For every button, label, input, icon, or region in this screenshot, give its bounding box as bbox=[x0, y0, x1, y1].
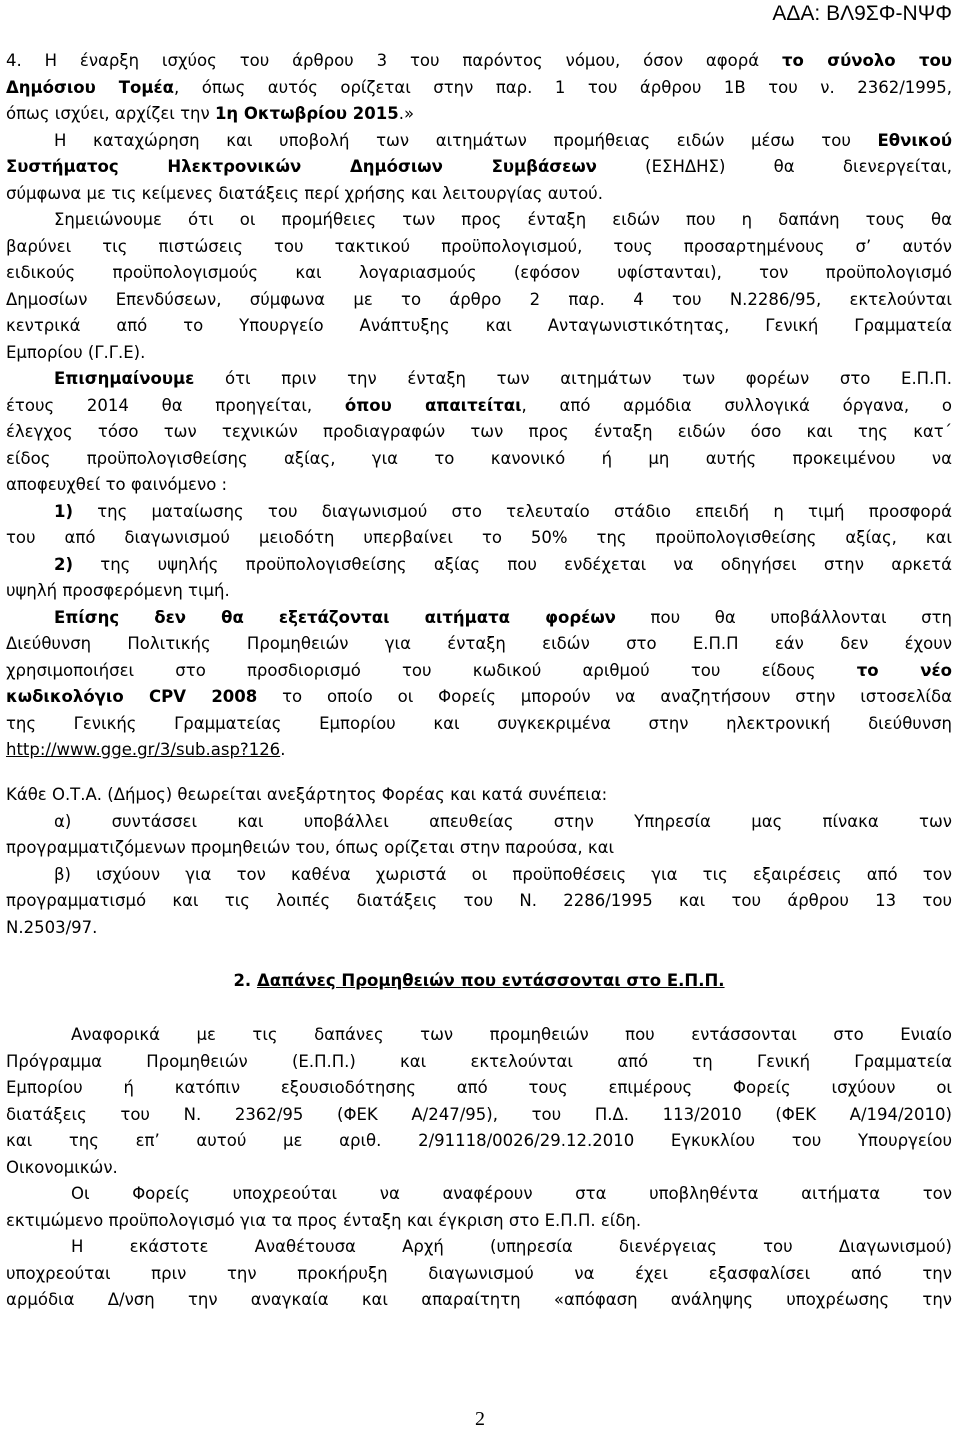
text: της υψηλής προϋπολογισθείσης αξίας που ενδέχεται να οδηγήσει στην αρκετά bbox=[73, 554, 952, 574]
paragraph-cpv-line bbox=[6, 711, 952, 738]
text: Δημοσίων Επενδύσεων, σύμφωνα με το άρθρο 2 παρ. 4 του Ν.2286/95, εκτελούνται bbox=[6, 289, 952, 309]
text: Η εκάστοτε Αναθέτουσα Αρχή (υπηρεσία διενέργειας του Διαγωνισμού) bbox=[71, 1237, 952, 1256]
text: υποχρεούται πριν την προκήρυξη διαγωνισμού να έχει εξασφαλίσει από την bbox=[6, 1263, 952, 1283]
bold-text: Εθνικού bbox=[877, 130, 952, 150]
text: χρησιμοποιήσει στο προσδιορισμό του κωδικού αριθμού του είδους bbox=[6, 660, 857, 680]
paragraph-authority bbox=[6, 1234, 952, 1261]
paragraph-expenses bbox=[6, 1022, 952, 1049]
paragraph-emphasis-line bbox=[6, 446, 952, 473]
text: έτους 2014 θα προηγείται, bbox=[6, 395, 345, 415]
paragraph-expenses-line bbox=[6, 1155, 952, 1182]
section-heading bbox=[6, 968, 952, 995]
paragraph-cpv-line bbox=[6, 658, 952, 685]
text: της ματαίωσης του διαγωνισμού στο τελευταίο στάδιο επειδή η τιμή προσφορά bbox=[73, 501, 952, 521]
text: του από διαγωνισμού μειοδότη υπερβαίνει το 50% της προϋπολογισθείσης αξίας, και bbox=[6, 528, 952, 547]
text: Πρόγραμμα Προμηθειών (Ε.Π.Π.) και εκτελούνται από τη Γενική Γραμματεία bbox=[6, 1051, 952, 1071]
text: διατάξεις του Ν. 2362/95 (ΦΕΚ Α/247/95), του Π.Δ. 113/2010 (ΦΕΚ Α/194/2010) bbox=[6, 1104, 952, 1124]
bold-text: όπου απαιτείται bbox=[344, 395, 522, 415]
text: προγραμματισμό και τις λοιπές διατάξεις του Ν. 2286/1995 και του άρθρου 13 του bbox=[6, 891, 952, 910]
text: και της επ’ αυτού με αριθ. 2/91118/0026/29.12.2010 Εγκυκλίου του Υπουργείου bbox=[6, 1131, 952, 1150]
paragraph-emphasis bbox=[6, 366, 952, 393]
bold-text: το σύνολο του bbox=[782, 51, 952, 70]
list-item-1 bbox=[6, 499, 952, 526]
paragraph-amendment bbox=[6, 48, 952, 75]
text: της Γενικής Γραμματείας Εμπορίου και συγκεκριμένα στην ηλεκτρονική διεύθυνση bbox=[6, 713, 952, 733]
paragraph-ota-item-a bbox=[6, 809, 952, 836]
text: ειδικούς προϋπολογισμούς και λογαριασμούς (εφόσον υφίστανται), τον προϋπολογισμό bbox=[6, 263, 952, 282]
text: υψηλή προσφερόμενη τιμή. bbox=[6, 581, 230, 600]
paragraph-expenses-line bbox=[6, 1075, 952, 1102]
paragraph-emphasis-line bbox=[6, 393, 952, 420]
paragraph-eshdhs-line bbox=[6, 154, 952, 181]
paragraph-note bbox=[6, 207, 952, 234]
text: 4. Η έναρξη ισχύος του άρθρου 3 του παρόντος νόμου, όσον αφορά bbox=[6, 51, 783, 70]
paragraph-note-line bbox=[6, 234, 952, 261]
text: όπως ισχύει, αρχίζει την bbox=[6, 104, 215, 123]
text: αρμόδια Δ/νση την αναγκαία και απαραίτητη «απόφαση ανάληψης υποχρέωσης την bbox=[6, 1290, 952, 1309]
paragraph-expenses-line bbox=[6, 1049, 952, 1076]
text: Ν.2503/97. bbox=[6, 917, 98, 937]
text: έλεγχος τόσο των τεχνικών προδιαγραφών των προς ένταξη ειδών όσο και της κατ΄ bbox=[6, 422, 952, 441]
text: βαρύνει τις πιστώσεις του τακτικού προϋπολογισμού, τους προσαρτημένους σ’ αυτόν bbox=[6, 236, 952, 256]
paragraph-ota-line bbox=[6, 888, 952, 915]
paragraph-cpv-line bbox=[6, 684, 952, 711]
bold-text: 1η Οκτωβρίου 2015 bbox=[214, 104, 399, 123]
text: (ΕΣΗΔΗΣ) θα διενεργείται, bbox=[596, 157, 952, 176]
page-number: 2 bbox=[475, 1408, 485, 1430]
paragraph-cpv-line bbox=[6, 737, 952, 764]
text: α) συντάσσει και υποβάλλει απευθείας στην Υπηρεσία μας πίνακα των bbox=[54, 811, 952, 831]
text: Σημειώνουμε ότι οι προμήθειες των προς ένταξη ειδών που η δαπάνη τους θα bbox=[54, 210, 952, 229]
text: ότι πριν την ένταξη των αιτημάτων των φορέων στο Ε.Π.Π. bbox=[194, 369, 952, 388]
text: Οι Φορείς υποχρεούται να αναφέρουν στα υποβληθέντα αιτήματα τον bbox=[71, 1184, 952, 1203]
list-item-2-line bbox=[6, 578, 952, 605]
text: Αναφορικά με τις δαπάνες των προμηθειών που εντάσσονται στο Ενιαίο bbox=[71, 1025, 952, 1044]
paragraph-budget bbox=[6, 1181, 952, 1208]
bold-text: Δημόσιου Τομέα bbox=[6, 77, 174, 97]
text: , όπως αυτός ορίζεται στην παρ. 1 του άρθρου 1Β του ν. 2362/1995, bbox=[174, 77, 953, 97]
text: Εμπορίου ή κατόπιν εξουσιοδότησης από τους επιμέρους Φορείς ισχύουν οι bbox=[6, 1078, 952, 1097]
text: Οικονομικών. bbox=[6, 1157, 118, 1177]
bold-text: Επίσης δεν θα εξετάζονται αιτήματα φορέων bbox=[54, 607, 616, 627]
paragraph-expenses-line bbox=[6, 1128, 952, 1155]
text: Η καταχώρηση και υποβολή των αιτημάτων προμήθειας ειδών μέσω του bbox=[54, 130, 878, 150]
paragraph-ota-line bbox=[6, 835, 952, 862]
text: .» bbox=[398, 104, 415, 123]
paragraph-emphasis-line bbox=[6, 419, 952, 446]
paragraph-cpv-line bbox=[6, 631, 952, 658]
text: , από αρμόδια συλλογικά όργανα, ο bbox=[521, 395, 952, 415]
text: εκτιμώμενο προϋπολογισμό για τα προς ένταξη και έγκριση στο Ε.Π.Π. είδη. bbox=[6, 1210, 642, 1230]
text: προγραμματιζόμενων προμηθειών του, όπως ορίζεται στην παρούσα, και bbox=[6, 838, 615, 857]
paragraph-amendment-line bbox=[6, 101, 952, 128]
text: . bbox=[280, 740, 286, 759]
paragraph-ota bbox=[6, 782, 952, 809]
paragraph-authority-line bbox=[6, 1287, 952, 1314]
paragraph-expenses-line bbox=[6, 1102, 952, 1129]
section-number: 2. bbox=[233, 971, 257, 990]
text: Κάθε Ο.Τ.Α. (Δήμος) θεωρείται ανεξάρτητος Φορέας και κατά συνέπεια: bbox=[6, 785, 608, 804]
bold-text: κωδικολόγιο CPV 2008 bbox=[6, 687, 258, 706]
text: β) ισχύουν για τον καθένα χωριστά οι προϋποθέσεις για τις εξαιρέσεις από τον bbox=[54, 864, 952, 884]
section-title: Δαπάνες Προμηθειών που εντάσσονται στο Ε.Π.Π. bbox=[256, 971, 725, 990]
list-item-2 bbox=[6, 552, 952, 579]
paragraph-amendment-line bbox=[6, 75, 952, 102]
paragraph-note-line bbox=[6, 313, 952, 340]
text: Διεύθυνση Πολιτικής Προμηθειών για ένταξη ειδών στο Ε.Π.Π εάν δεν έχουν bbox=[6, 634, 952, 653]
item-number: 1) bbox=[54, 501, 74, 521]
bold-text: Επισημαίνουμε bbox=[54, 369, 195, 388]
paragraph-ota-item-b bbox=[6, 862, 952, 889]
text: κεντρικά από το Υπουργείο Ανάπτυξης και Ανταγωνιστικότητας, Γενική Γραμματεία bbox=[6, 316, 952, 335]
paragraph-note-line bbox=[6, 287, 952, 314]
text: που θα υποβάλλονται στη bbox=[615, 607, 953, 627]
paragraph-note-line bbox=[6, 260, 952, 287]
text: Εμπορίου (Γ.Γ.Ε). bbox=[6, 342, 146, 362]
paragraph-emphasis-line bbox=[6, 472, 952, 499]
bold-text: το νέο bbox=[856, 660, 952, 680]
paragraph-cpv bbox=[6, 605, 952, 632]
text: σύμφωνα με τις κείμενες διατάξεις περί χρήσης και λειτουργίας αυτού. bbox=[6, 183, 603, 203]
paragraph-note-line bbox=[6, 340, 952, 367]
text: αποφευχθεί το φαινόμενο : bbox=[6, 475, 228, 494]
list-item-1-line bbox=[6, 525, 952, 552]
paragraph-ota-line bbox=[6, 915, 952, 942]
ada-code: ΑΔΑ: ΒΛ9ΣΦ-ΝΨΦ bbox=[772, 2, 952, 25]
item-number: 2) bbox=[54, 554, 74, 574]
text: είδος προϋπολογισθείσης αξίας, για το κανονικό ή μη αυτής προκειμένου να bbox=[6, 448, 952, 468]
paragraph-eshdhs bbox=[6, 128, 952, 155]
paragraph-eshdhs-line bbox=[6, 181, 952, 208]
text: το οποίο οι Φορείς μπορούν να αναζητήσουν στην ιστοσελίδα bbox=[257, 687, 952, 706]
bold-text: Συστήματος Ηλεκτρονικών Δημόσιων Συμβάσεων bbox=[6, 157, 597, 176]
paragraph-authority-line bbox=[6, 1261, 952, 1288]
gge-link[interactable]: http://www.gge.gr/3/sub.asp?126 bbox=[6, 740, 281, 759]
paragraph-budget-line bbox=[6, 1208, 952, 1235]
